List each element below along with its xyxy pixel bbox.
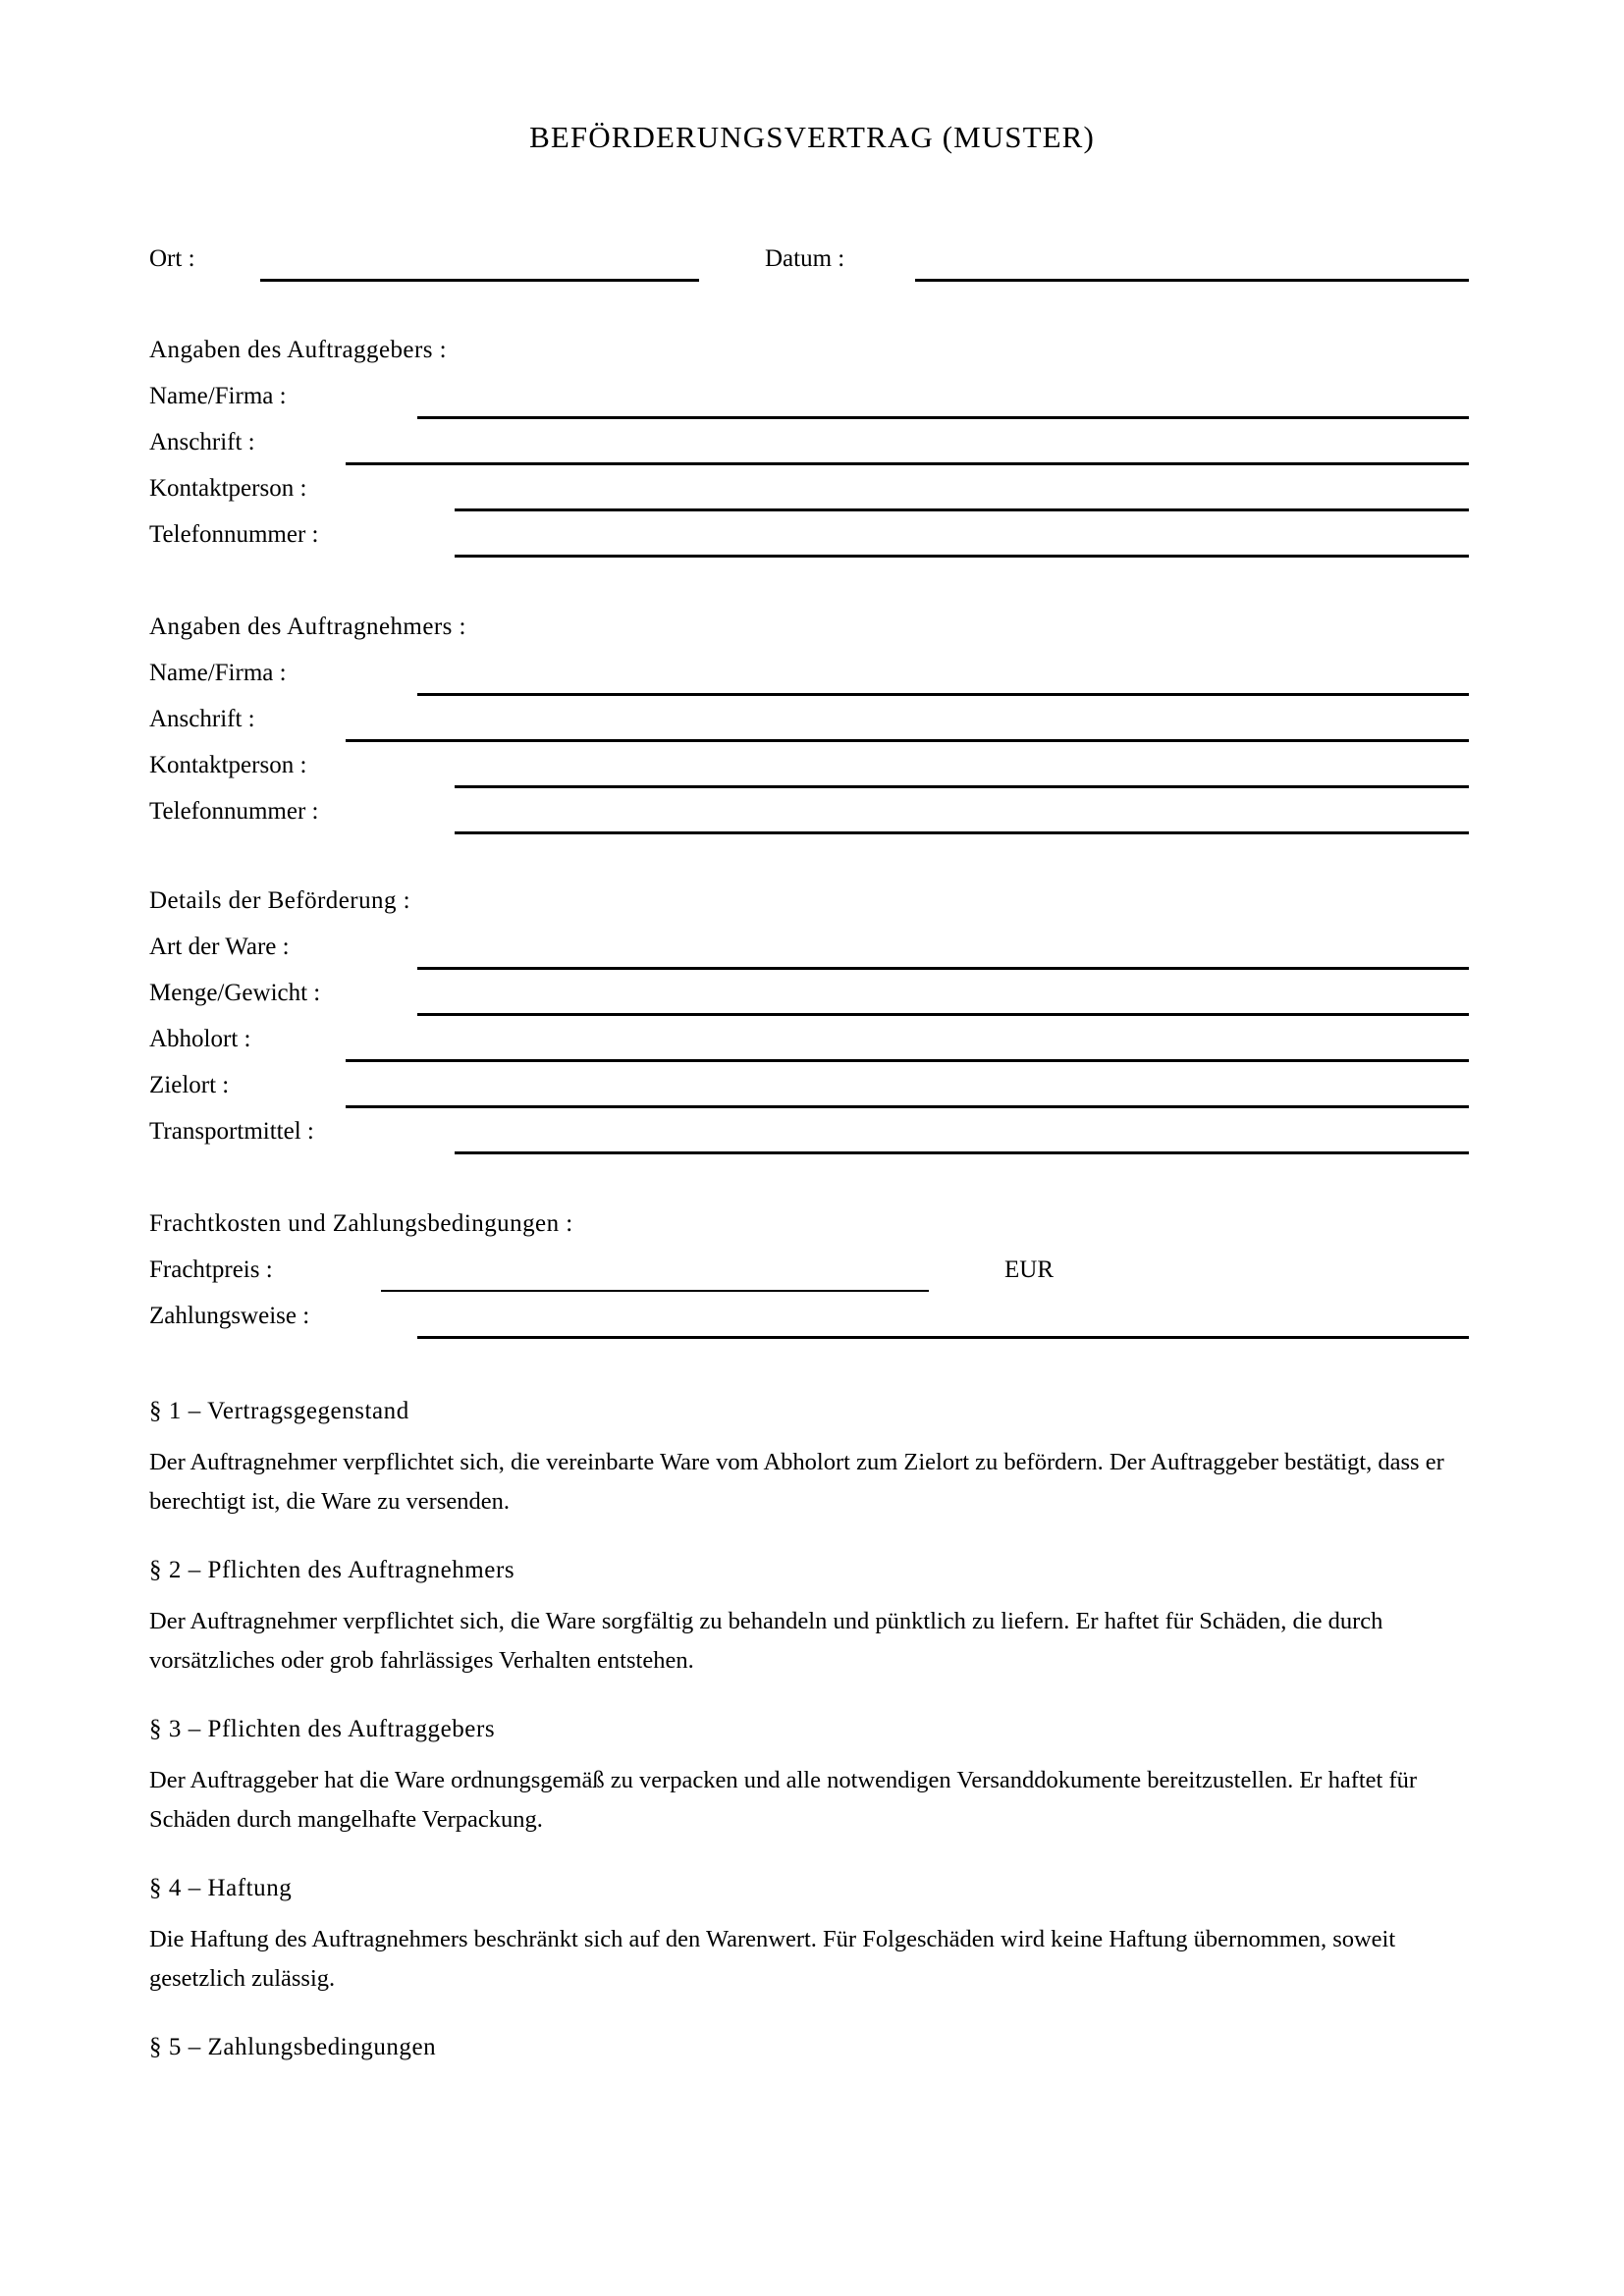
field-transport-means-label: Transportmittel :	[149, 1118, 314, 1145]
field-transport-means-input-rule[interactable]	[455, 1151, 1469, 1154]
field-client-contact-input-rule[interactable]	[455, 508, 1469, 511]
field-client-phone-label: Telefonnummer :	[149, 521, 319, 548]
field-client-contact-label: Kontaktperson :	[149, 475, 307, 502]
field-contractor-address-label: Anschrift :	[149, 706, 255, 732]
field-destination-input-rule[interactable]	[346, 1105, 1469, 1108]
field-datum-label: Datum :	[765, 245, 845, 272]
transport-section-heading: Details der Beförderung :	[149, 887, 411, 914]
field-client-name-input-rule[interactable]	[417, 416, 1469, 419]
field-pickup-location-input-rule[interactable]	[346, 1059, 1469, 1062]
clause-2-heading: § 2 – Pflichten des Auftragnehmers	[149, 1557, 515, 1583]
field-contractor-phone-label: Telefonnummer :	[149, 798, 319, 825]
field-contractor-contact-input-rule[interactable]	[455, 785, 1469, 788]
field-ort-input-rule[interactable]	[260, 279, 699, 282]
field-client-phone-input-rule[interactable]	[455, 555, 1469, 558]
client-section-heading: Angaben des Auftraggebers :	[149, 337, 448, 363]
field-goods-type-label: Art der Ware :	[149, 934, 290, 960]
field-contractor-contact-label: Kontaktperson :	[149, 752, 307, 778]
field-freight-price-input-rule[interactable]	[381, 1290, 929, 1292]
clause-1-body: Der Auftragnehmer verpflichtet sich, die vereinbarte Ware vom Abholort zum Zielort zu befördern. Der Auftraggeber bestätigt, dass er berechtigt ist, die Ware zu versenden.	[149, 1449, 1444, 1515]
field-goods-type-input-rule[interactable]	[417, 967, 1469, 970]
field-quantity-weight-input-rule[interactable]	[417, 1013, 1469, 1016]
field-pickup-location-label: Abholort :	[149, 1026, 251, 1052]
field-destination-label: Zielort :	[149, 1072, 230, 1098]
clause-3-body: Der Auftraggeber hat die Ware ordnungsgemäß zu verpacken und alle notwendigen Versanddokumente bereitzustellen. Er haftet für Schäden durch mangelhafte Verpackung.	[149, 1767, 1418, 1833]
field-quantity-weight-label: Menge/Gewicht :	[149, 980, 321, 1006]
contractor-section-heading: Angaben des Auftragnehmers :	[149, 614, 466, 640]
field-client-address-label: Anschrift :	[149, 429, 255, 455]
field-datum-input-rule[interactable]	[915, 279, 1469, 282]
field-payment-method-input-rule[interactable]	[417, 1336, 1469, 1339]
field-payment-method-label: Zahlungsweise :	[149, 1303, 310, 1329]
payment-section-heading: Frachtkosten und Zahlungsbedingungen :	[149, 1210, 573, 1237]
field-contractor-name-input-rule[interactable]	[417, 693, 1469, 696]
field-ort-label: Ort :	[149, 245, 195, 272]
clause-1-heading: § 1 – Vertragsgegenstand	[149, 1398, 409, 1424]
page-title: BEFÖRDERUNGSVERTRAG (MUSTER)	[529, 120, 1095, 154]
currency-label: EUR	[1004, 1256, 1054, 1283]
field-freight-price-label: Frachtpreis :	[149, 1256, 273, 1283]
clause-5-heading: § 5 – Zahlungsbedingungen	[149, 2034, 437, 2060]
clause-3-heading: § 3 – Pflichten des Auftraggebers	[149, 1716, 496, 1742]
field-contractor-name-label: Name/Firma :	[149, 660, 287, 686]
clause-4-heading: § 4 – Haftung	[149, 1875, 293, 1901]
field-client-name-label: Name/Firma :	[149, 383, 287, 409]
field-client-address-input-rule[interactable]	[346, 462, 1469, 465]
field-contractor-phone-input-rule[interactable]	[455, 831, 1469, 834]
clause-2-body: Der Auftragnehmer verpflichtet sich, die Ware sorgfältig zu behandeln und pünktlich zu liefern. Er haftet für Schäden, die durch vorsätzliches oder grob fahrlässiges Verhalten entstehen.	[149, 1608, 1383, 1674]
field-contractor-address-input-rule[interactable]	[346, 739, 1469, 742]
clause-4-body: Die Haftung des Auftragnehmers beschränkt sich auf den Warenwert. Für Folgeschäden wird keine Haftung übernommen, soweit gesetzlich zulässig.	[149, 1926, 1396, 1992]
